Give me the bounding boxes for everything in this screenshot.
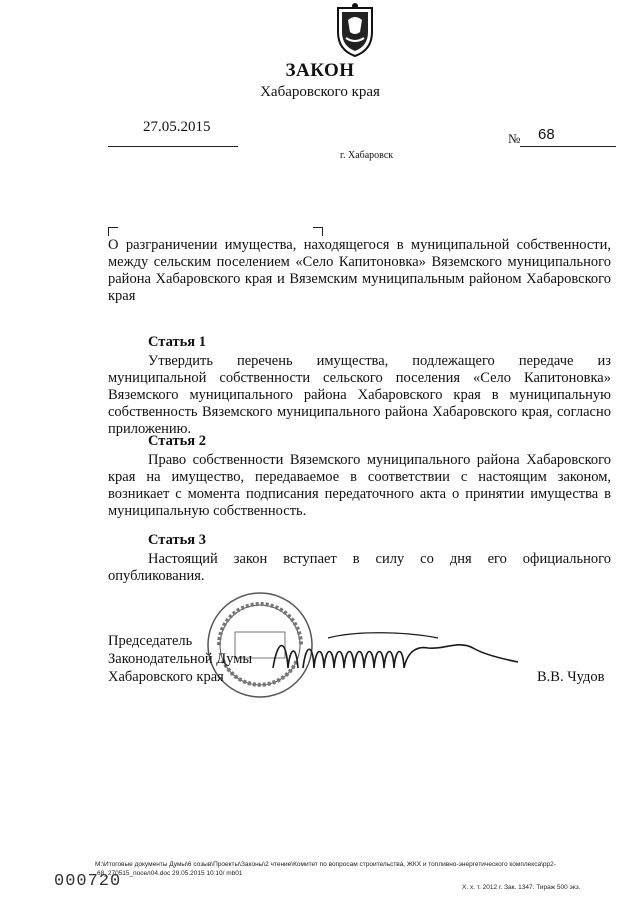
handwritten-signature — [268, 628, 528, 688]
document-title: ЗАКОН — [285, 60, 355, 81]
signatory-name: В.В. Чудов — [537, 669, 605, 685]
footer-path-line-2: 68_270515_посел04.doc 29.05.2015 10:10/ mb01 — [97, 870, 243, 877]
document-date: 27.05.2015 — [143, 119, 211, 135]
article-3-heading: Статья 3 — [148, 532, 206, 548]
subject-bracket-left — [108, 227, 118, 236]
footer-path-line-1: M:\Итоговые документы Думы\6 созыв\Проекты\Законы\2 чтение\Комитет по вопросам строительства, ЖКХ и топливно-энергетического комплекса\рр2- — [95, 861, 556, 868]
signatory-title — [108, 632, 252, 686]
signatory-title-line-3: Хабаровского края — [108, 669, 224, 685]
document-number: 68 — [538, 126, 555, 143]
article-2-heading: Статья 2 — [148, 433, 206, 449]
document-subject: О разграничении имущества, находящегося в муниципальной собственности, между сельским поселением «Село Капитоновка» Вяземского муниципального района Хабаровского края и Вяземским муниципальным районом Хабаровского края — [108, 237, 611, 304]
signatory-title-line-1: Председатель — [108, 633, 193, 649]
city-label: г. Хабаровск — [340, 150, 394, 161]
date-underline — [108, 146, 238, 147]
article-2-text: Право собственности Вяземского муниципального района Хабаровского края на имущество, передаваемое в соответствии с настоящим законом, возникает с момента подписания передаточного акта о принятии имущества в муниципальную собственность. — [108, 452, 611, 519]
signatory-title-line-2: Законодательной Думы — [108, 651, 253, 667]
registration-number: 000720 — [54, 872, 122, 891]
article-3-text: Настоящий закон вступает в силу со дня его официального опубликования. — [108, 551, 611, 584]
number-underline — [520, 146, 616, 147]
number-label: № — [508, 131, 521, 146]
print-info: Х. х. т. 2012 г. Зак. 1347. Тираж 500 экз. — [462, 884, 581, 891]
article-1-heading: Статья 1 — [148, 334, 206, 350]
document-subtitle: Хабаровского края — [260, 84, 380, 100]
subject-bracket-right — [313, 227, 323, 236]
footer-file-path — [95, 860, 615, 878]
coat-of-arms-emblem — [330, 2, 380, 58]
article-1-text: Утвердить перечень имущества, подлежащего передаче из муниципальной собственности сельского поселения «Село Капитоновка» Вяземского муниципального района Хабаровского края в муниципальную собственность Вяземского муниципального района Хабаровского края, согласно приложению. — [108, 353, 611, 437]
